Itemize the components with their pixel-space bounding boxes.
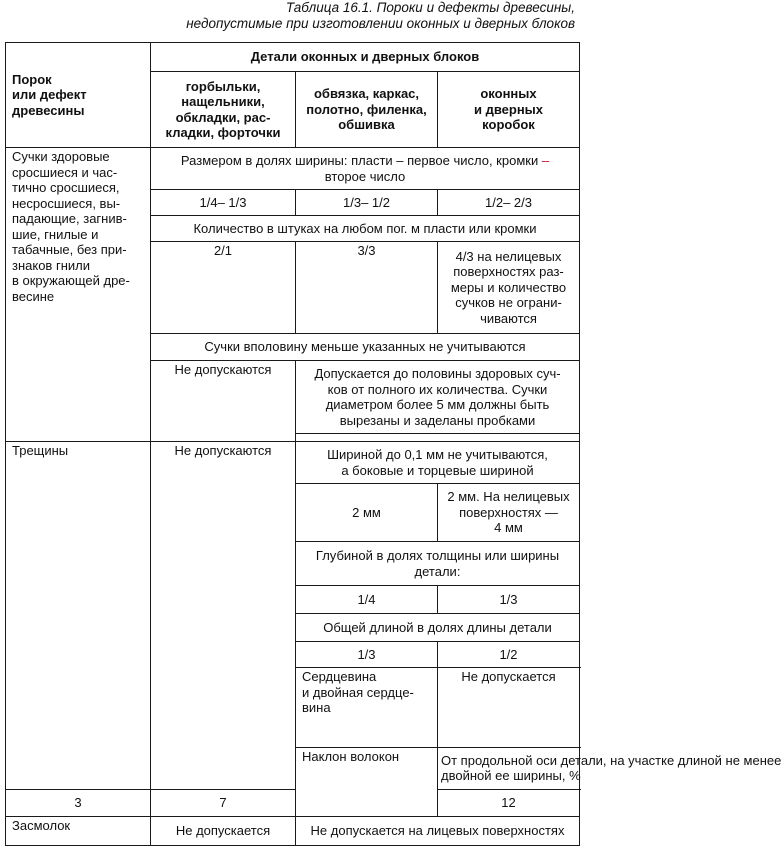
knots-allowed-half-line: Допускается до половины здоровых суч-	[314, 366, 561, 381]
knots-label-line: шие, гнилые и	[12, 226, 99, 242]
knots-size-note-text: Размером в долях ширины: пласти – первое число, кромки	[180, 153, 542, 168]
knots-label-line: знаков гнили	[12, 257, 90, 273]
header-col-1-line: горбыльки,	[185, 78, 261, 94]
slope-row-values	[6, 789, 580, 816]
header-col-3	[438, 72, 580, 148]
header-defect	[6, 43, 151, 148]
knots-size-note-line: второе число	[324, 168, 406, 184]
header-col-1	[151, 72, 296, 148]
cracks-width-col-3-line: 4 мм	[494, 520, 523, 536]
header-col-1-line: кладки, форточки	[165, 125, 281, 140]
knots-label-line: в окружающей дре-	[12, 273, 130, 288]
cracks-width-col-2: 2 мм	[296, 484, 438, 542]
header-col-2-line: полотно, филенка,	[306, 101, 427, 117]
knots-label	[6, 148, 151, 442]
knots-label-line: Сучки здоровые	[12, 149, 110, 164]
knots-not-allowed: Не допускаются	[151, 361, 296, 442]
knots-count-col-3-line: 4/3 на нелицевых	[455, 248, 562, 264]
core-label-line: Сердцевина	[302, 669, 377, 684]
cracks-length-col-2: 1/3	[296, 642, 438, 668]
knots-size-col-3: 1/2– 2/3	[438, 190, 580, 216]
cracks-length-note: Общей длиной в долях длины детали	[296, 614, 580, 642]
knots-allowed-half-line: ков от полного их количества. Сучки	[327, 381, 548, 397]
header-col-2	[296, 72, 438, 148]
knots-half-note: Сучки вполовину меньше указанных не учитываются	[151, 334, 580, 361]
knots-count-note: Количество в штуках на любом пог. м пласти или кромки	[151, 216, 580, 242]
red-dash: –	[541, 153, 550, 168]
table-caption	[0, 0, 575, 32]
knots-allowed-half-line: вырезаны и заделаны пробками	[339, 412, 536, 428]
cracks-depth-note-line: Глубиной в долях толщины или ширины	[315, 548, 560, 563]
knots-count-col-3-line: поверхностях раз-	[453, 264, 564, 280]
header-defect-line: древесины	[12, 102, 85, 118]
slope-col-3: 12	[438, 789, 580, 816]
knots-label-line: табачные, без при-	[12, 242, 127, 257]
knots-label-line: несросшиеся, вы-	[12, 195, 121, 211]
knots-size-note-line	[154, 153, 576, 169]
knots-count-col-3	[438, 242, 580, 334]
cracks-width-note-line: а боковые и торцевые шириной	[341, 462, 534, 478]
knots-allowed-half-line: диаметром более 5 мм должны быть	[325, 397, 550, 412]
core-label-line: вина	[302, 700, 331, 715]
header-col-3-line: коробок	[482, 117, 535, 133]
caption-line-2: недопустимые при изготовлении оконных и дверных блоков	[186, 16, 575, 31]
cracks-width-col-3-line: поверхностях —	[459, 504, 558, 520]
knots-size-note	[151, 148, 580, 190]
cracks-not-allowed: Не допускаются	[151, 442, 296, 790]
knots-row-size-note	[6, 148, 580, 190]
header-col-3-line: и дверных	[473, 101, 544, 117]
cracks-width-col-3-line: 2 мм. На нелицевых	[447, 489, 570, 505]
cracks-width-note-line: Шириной до 0,1 мм не учитываются,	[327, 447, 548, 462]
cracks-row-width-note	[6, 442, 580, 484]
core-label	[296, 668, 438, 748]
cracks-depth-note	[296, 542, 580, 586]
knots-size-col-2: 1/3– 1/2	[296, 190, 438, 216]
cracks-width-col-3	[438, 484, 580, 542]
knots-label-line: тично сросшиеся,	[12, 180, 120, 195]
knots-spacer-cell	[296, 434, 580, 442]
header-col-3-line: оконных	[480, 86, 537, 102]
header-col-1-line: нащельники,	[181, 94, 265, 109]
header-parts: Детали оконных и дверных блоков	[151, 43, 580, 72]
knots-size-col-1: 1/4– 1/3	[151, 190, 296, 216]
cracks-length-col-3: 1/2	[438, 642, 580, 668]
header-defect-line: или дефект	[12, 87, 87, 103]
knots-count-col-3-line: меры и количество	[450, 279, 567, 295]
header-col-2-line: обвязка, каркас,	[313, 86, 420, 102]
knots-count-col-2: 3/3	[296, 242, 438, 334]
slope-col-1: 3	[6, 789, 151, 816]
header-col-1-line: обкладки, рас-	[175, 109, 271, 125]
core-label-line: и двойная сердце-	[302, 684, 414, 700]
caption-line-1: Таблица 16.1. Пороки и дефекты древесины,	[285, 0, 575, 15]
cracks-depth-col-3: 1/3	[438, 586, 580, 614]
cracks-depth-note-line: детали:	[414, 563, 461, 579]
cracks-width-note	[296, 442, 580, 484]
slope-col-2: 7	[151, 789, 296, 816]
header-col-2-line: обшивка	[338, 117, 395, 133]
knots-count-col-1: 2/1	[151, 242, 296, 334]
knots-label-line: сросшиеся и час-	[12, 164, 118, 180]
header-defect-line: Порок	[12, 71, 52, 87]
resin-label: Засмолок	[6, 816, 151, 845]
knots-label-line: падающие, загнив-	[12, 211, 127, 226]
header-row-1	[6, 43, 580, 72]
knots-count-col-3-line: чиваются	[480, 310, 537, 326]
knots-count-col-3-line: сучков не ограни-	[455, 295, 562, 311]
cracks-label: Трещины	[6, 442, 151, 790]
slope-label: Наклон волокон	[296, 747, 438, 816]
core-col-1: Не допускается	[438, 668, 580, 748]
knots-allowed-half	[296, 361, 580, 434]
resin-col-23: Не допускается на лицевых поверхностях	[296, 816, 580, 845]
resin-col-1: Не допускается	[151, 816, 296, 845]
defects-table	[5, 42, 781, 846]
slope-note-line: двойной ее ширины, %	[441, 768, 581, 783]
resin-row	[6, 816, 580, 845]
slope-note-line: От продольной оси детали, на участке длиной не менее	[441, 752, 781, 768]
slope-note	[438, 747, 781, 789]
knots-label-line: весине	[12, 288, 55, 304]
cracks-depth-col-2: 1/4	[296, 586, 438, 614]
